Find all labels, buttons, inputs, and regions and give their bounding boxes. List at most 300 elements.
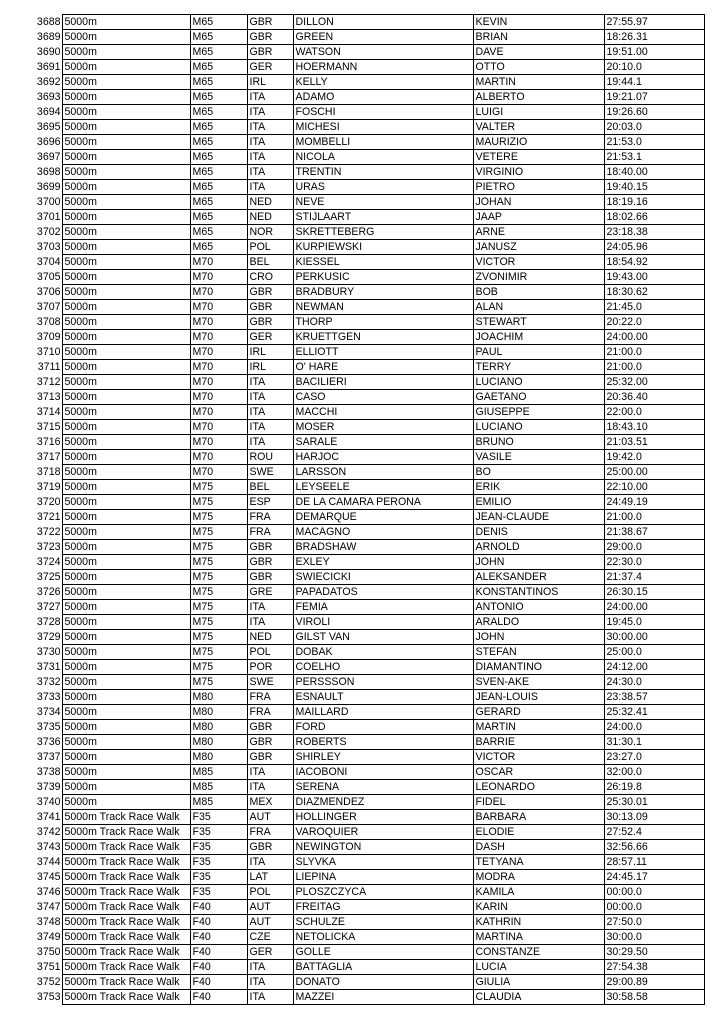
surname-cell: MACCHI bbox=[293, 405, 473, 420]
table-row bbox=[26, 960, 704, 975]
event-cell: 5000m bbox=[62, 525, 190, 540]
country-cell: GBR bbox=[247, 720, 293, 735]
country-cell: ITA bbox=[247, 975, 293, 990]
first-name-cell: TETYANA bbox=[473, 855, 604, 870]
category-cell: M75 bbox=[190, 510, 247, 525]
surname-cell: BATTAGLIA bbox=[293, 960, 473, 975]
surname-cell: SHIRLEY bbox=[293, 750, 473, 765]
surname-cell: LARSSON bbox=[293, 465, 473, 480]
event-cell: 5000m Track Race Walk bbox=[62, 990, 190, 1005]
row-number-cell: 3694 bbox=[26, 105, 62, 120]
surname-cell: SKRETTEBERG bbox=[293, 225, 473, 240]
row-number-cell: 3709 bbox=[26, 330, 62, 345]
surname-cell: MAZZEI bbox=[293, 990, 473, 1005]
table-row bbox=[26, 75, 704, 90]
surname-cell: HOLLINGER bbox=[293, 810, 473, 825]
entry-time-cell: 18:40.00 bbox=[604, 165, 704, 180]
table-row bbox=[26, 510, 704, 525]
row-number-cell: 3729 bbox=[26, 630, 62, 645]
country-cell: LAT bbox=[247, 870, 293, 885]
table-row bbox=[26, 345, 704, 360]
entry-time-cell: 18:30.62 bbox=[604, 285, 704, 300]
event-cell: 5000m bbox=[62, 795, 190, 810]
first-name-cell: ALAN bbox=[473, 300, 604, 315]
entry-time-cell: 23:38.57 bbox=[604, 690, 704, 705]
event-cell: 5000m bbox=[62, 450, 190, 465]
entry-time-cell: 25:32.00 bbox=[604, 375, 704, 390]
row-number-cell: 3733 bbox=[26, 690, 62, 705]
table-row bbox=[26, 870, 704, 885]
row-number-cell: 3726 bbox=[26, 585, 62, 600]
surname-cell: PERSSSON bbox=[293, 675, 473, 690]
table-row bbox=[26, 735, 704, 750]
table-row bbox=[26, 600, 704, 615]
entry-time-cell: 26:30.15 bbox=[604, 585, 704, 600]
surname-cell: ADAMO bbox=[293, 90, 473, 105]
event-cell: 5000m Track Race Walk bbox=[62, 915, 190, 930]
first-name-cell: JOHN bbox=[473, 555, 604, 570]
surname-cell: ROBERTS bbox=[293, 735, 473, 750]
event-cell: 5000m Track Race Walk bbox=[62, 975, 190, 990]
entry-time-cell: 23:27.0 bbox=[604, 750, 704, 765]
first-name-cell: JEAN-CLAUDE bbox=[473, 510, 604, 525]
first-name-cell: MARTIN bbox=[473, 720, 604, 735]
country-cell: CZE bbox=[247, 930, 293, 945]
first-name-cell: VALTER bbox=[473, 120, 604, 135]
category-cell: M70 bbox=[190, 465, 247, 480]
surname-cell: IACOBONI bbox=[293, 765, 473, 780]
surname-cell: SCHULZE bbox=[293, 915, 473, 930]
row-number-cell: 3732 bbox=[26, 675, 62, 690]
entry-time-cell: 21:53.1 bbox=[604, 150, 704, 165]
event-cell: 5000m bbox=[62, 720, 190, 735]
first-name-cell: LUCIA bbox=[473, 960, 604, 975]
surname-cell: BRADBURY bbox=[293, 285, 473, 300]
table-row bbox=[26, 120, 704, 135]
surname-cell: HARJOC bbox=[293, 450, 473, 465]
category-cell: F40 bbox=[190, 900, 247, 915]
table-row bbox=[26, 810, 704, 825]
category-cell: M70 bbox=[190, 300, 247, 315]
first-name-cell: OTTO bbox=[473, 60, 604, 75]
surname-cell: DEMARQUE bbox=[293, 510, 473, 525]
entry-time-cell: 25:00.0 bbox=[604, 645, 704, 660]
category-cell: M75 bbox=[190, 570, 247, 585]
category-cell: M85 bbox=[190, 765, 247, 780]
country-cell: IRL bbox=[247, 345, 293, 360]
event-cell: 5000m bbox=[62, 345, 190, 360]
country-cell: GBR bbox=[247, 15, 293, 30]
event-cell: 5000m bbox=[62, 210, 190, 225]
entry-time-cell: 25:30.01 bbox=[604, 795, 704, 810]
first-name-cell: GIUSEPPE bbox=[473, 405, 604, 420]
first-name-cell: VASILE bbox=[473, 450, 604, 465]
row-number-cell: 3722 bbox=[26, 525, 62, 540]
category-cell: M80 bbox=[190, 750, 247, 765]
entries-table bbox=[26, 14, 705, 1005]
first-name-cell: BARRIE bbox=[473, 735, 604, 750]
category-cell: M65 bbox=[190, 15, 247, 30]
category-cell: M80 bbox=[190, 690, 247, 705]
first-name-cell: JOHN bbox=[473, 630, 604, 645]
entry-time-cell: 19:40.15 bbox=[604, 180, 704, 195]
category-cell: F40 bbox=[190, 960, 247, 975]
row-number-cell: 3710 bbox=[26, 345, 62, 360]
entry-time-cell: 21:00.0 bbox=[604, 360, 704, 375]
country-cell: POL bbox=[247, 645, 293, 660]
country-cell: SWE bbox=[247, 465, 293, 480]
first-name-cell: ALBERTO bbox=[473, 90, 604, 105]
country-cell: ITA bbox=[247, 180, 293, 195]
row-number-cell: 3688 bbox=[26, 15, 62, 30]
table-row bbox=[26, 15, 704, 30]
entry-time-cell: 24:00.00 bbox=[604, 330, 704, 345]
category-cell: M70 bbox=[190, 375, 247, 390]
entry-time-cell: 30:29.50 bbox=[604, 945, 704, 960]
row-number-cell: 3738 bbox=[26, 765, 62, 780]
country-cell: POL bbox=[247, 885, 293, 900]
first-name-cell: JANUSZ bbox=[473, 240, 604, 255]
event-cell: 5000m bbox=[62, 645, 190, 660]
country-cell: ITA bbox=[247, 600, 293, 615]
first-name-cell: MODRA bbox=[473, 870, 604, 885]
surname-cell: NEWINGTON bbox=[293, 840, 473, 855]
surname-cell: MOMBELLI bbox=[293, 135, 473, 150]
country-cell: NOR bbox=[247, 225, 293, 240]
event-cell: 5000m bbox=[62, 690, 190, 705]
country-cell: BEL bbox=[247, 255, 293, 270]
first-name-cell: LUCIANO bbox=[473, 375, 604, 390]
category-cell: M70 bbox=[190, 405, 247, 420]
country-cell: GRE bbox=[247, 585, 293, 600]
surname-cell: NEWMAN bbox=[293, 300, 473, 315]
entry-time-cell: 19:43.00 bbox=[604, 270, 704, 285]
row-number-cell: 3715 bbox=[26, 420, 62, 435]
row-number-cell: 3750 bbox=[26, 945, 62, 960]
first-name-cell: SVEN-AKE bbox=[473, 675, 604, 690]
surname-cell: PERKUSIC bbox=[293, 270, 473, 285]
category-cell: F35 bbox=[190, 810, 247, 825]
first-name-cell: ZVONIMIR bbox=[473, 270, 604, 285]
surname-cell: URAS bbox=[293, 180, 473, 195]
table-row bbox=[26, 450, 704, 465]
event-cell: 5000m bbox=[62, 285, 190, 300]
table-row bbox=[26, 555, 704, 570]
surname-cell: MACAGNO bbox=[293, 525, 473, 540]
category-cell: M85 bbox=[190, 780, 247, 795]
entry-time-cell: 32:00.0 bbox=[604, 765, 704, 780]
first-name-cell: BOB bbox=[473, 285, 604, 300]
row-number-cell: 3692 bbox=[26, 75, 62, 90]
table-row bbox=[26, 240, 704, 255]
table-row bbox=[26, 795, 704, 810]
event-cell: 5000m bbox=[62, 300, 190, 315]
event-cell: 5000m bbox=[62, 660, 190, 675]
row-number-cell: 3698 bbox=[26, 165, 62, 180]
country-cell: GBR bbox=[247, 45, 293, 60]
entry-time-cell: 21:00.0 bbox=[604, 510, 704, 525]
table-row bbox=[26, 495, 704, 510]
country-cell: GBR bbox=[247, 840, 293, 855]
entry-time-cell: 29:00.89 bbox=[604, 975, 704, 990]
surname-cell: KURPIEWSKI bbox=[293, 240, 473, 255]
row-number-cell: 3731 bbox=[26, 660, 62, 675]
table-row bbox=[26, 360, 704, 375]
country-cell: POR bbox=[247, 660, 293, 675]
row-number-cell: 3717 bbox=[26, 450, 62, 465]
event-cell: 5000m bbox=[62, 555, 190, 570]
event-cell: 5000m bbox=[62, 480, 190, 495]
row-number-cell: 3719 bbox=[26, 480, 62, 495]
event-cell: 5000m Track Race Walk bbox=[62, 810, 190, 825]
row-number-cell: 3742 bbox=[26, 825, 62, 840]
table-row bbox=[26, 615, 704, 630]
entry-time-cell: 00:00.0 bbox=[604, 885, 704, 900]
first-name-cell: JEAN-LOUIS bbox=[473, 690, 604, 705]
entry-time-cell: 18:26.31 bbox=[604, 30, 704, 45]
first-name-cell: VETERE bbox=[473, 150, 604, 165]
country-cell: GBR bbox=[247, 750, 293, 765]
country-cell: AUT bbox=[247, 900, 293, 915]
country-cell: ITA bbox=[247, 435, 293, 450]
row-number-cell: 3712 bbox=[26, 375, 62, 390]
category-cell: F35 bbox=[190, 870, 247, 885]
country-cell: FRA bbox=[247, 705, 293, 720]
table-row bbox=[26, 225, 704, 240]
entry-time-cell: 22:10.00 bbox=[604, 480, 704, 495]
event-cell: 5000m bbox=[62, 15, 190, 30]
table-row bbox=[26, 135, 704, 150]
category-cell: M75 bbox=[190, 495, 247, 510]
table-row bbox=[26, 60, 704, 75]
country-cell: AUT bbox=[247, 915, 293, 930]
entry-time-cell: 20:36.40 bbox=[604, 390, 704, 405]
entry-time-cell: 21:53.0 bbox=[604, 135, 704, 150]
table-row bbox=[26, 705, 704, 720]
row-number-cell: 3720 bbox=[26, 495, 62, 510]
row-number-cell: 3723 bbox=[26, 540, 62, 555]
first-name-cell: MARTIN bbox=[473, 75, 604, 90]
row-number-cell: 3706 bbox=[26, 285, 62, 300]
table-row bbox=[26, 660, 704, 675]
table-row bbox=[26, 165, 704, 180]
entry-time-cell: 18:54.92 bbox=[604, 255, 704, 270]
surname-cell: GILST VAN bbox=[293, 630, 473, 645]
table-row bbox=[26, 750, 704, 765]
row-number-cell: 3739 bbox=[26, 780, 62, 795]
entry-time-cell: 27:52.4 bbox=[604, 825, 704, 840]
category-cell: M75 bbox=[190, 675, 247, 690]
table-row bbox=[26, 480, 704, 495]
country-cell: FRA bbox=[247, 690, 293, 705]
first-name-cell: PIETRO bbox=[473, 180, 604, 195]
table-row bbox=[26, 90, 704, 105]
category-cell: M85 bbox=[190, 795, 247, 810]
category-cell: M65 bbox=[190, 75, 247, 90]
row-number-cell: 3740 bbox=[26, 795, 62, 810]
event-cell: 5000m bbox=[62, 765, 190, 780]
entry-time-cell: 32:56.66 bbox=[604, 840, 704, 855]
first-name-cell: GERARD bbox=[473, 705, 604, 720]
surname-cell: EXLEY bbox=[293, 555, 473, 570]
surname-cell: NEVE bbox=[293, 195, 473, 210]
category-cell: F40 bbox=[190, 945, 247, 960]
first-name-cell: KARIN bbox=[473, 900, 604, 915]
entry-time-cell: 30:58.58 bbox=[604, 990, 704, 1005]
country-cell: ITA bbox=[247, 615, 293, 630]
country-cell: GBR bbox=[247, 30, 293, 45]
table-row bbox=[26, 765, 704, 780]
entry-time-cell: 29:00.0 bbox=[604, 540, 704, 555]
first-name-cell: JOHAN bbox=[473, 195, 604, 210]
surname-cell: DOBAK bbox=[293, 645, 473, 660]
surname-cell: LEYSEELE bbox=[293, 480, 473, 495]
surname-cell: GREEN bbox=[293, 30, 473, 45]
surname-cell: THORP bbox=[293, 315, 473, 330]
entry-time-cell: 24:12.00 bbox=[604, 660, 704, 675]
category-cell: F35 bbox=[190, 840, 247, 855]
entry-time-cell: 19:42.0 bbox=[604, 450, 704, 465]
event-cell: 5000m bbox=[62, 615, 190, 630]
country-cell: CRO bbox=[247, 270, 293, 285]
category-cell: M70 bbox=[190, 420, 247, 435]
table-row bbox=[26, 630, 704, 645]
row-number-cell: 3713 bbox=[26, 390, 62, 405]
first-name-cell: KAMILA bbox=[473, 885, 604, 900]
surname-cell: MAILLARD bbox=[293, 705, 473, 720]
country-cell: NED bbox=[247, 210, 293, 225]
category-cell: M70 bbox=[190, 330, 247, 345]
entry-time-cell: 18:43.10 bbox=[604, 420, 704, 435]
table-row bbox=[26, 780, 704, 795]
country-cell: ESP bbox=[247, 495, 293, 510]
country-cell: ITA bbox=[247, 390, 293, 405]
first-name-cell: ERIK bbox=[473, 480, 604, 495]
category-cell: F40 bbox=[190, 975, 247, 990]
row-number-cell: 3711 bbox=[26, 360, 62, 375]
first-name-cell: BRIAN bbox=[473, 30, 604, 45]
country-cell: NED bbox=[247, 195, 293, 210]
country-cell: GBR bbox=[247, 540, 293, 555]
category-cell: M70 bbox=[190, 345, 247, 360]
first-name-cell: BARBARA bbox=[473, 810, 604, 825]
country-cell: SWE bbox=[247, 675, 293, 690]
category-cell: M75 bbox=[190, 630, 247, 645]
category-cell: M75 bbox=[190, 525, 247, 540]
first-name-cell: EMILIO bbox=[473, 495, 604, 510]
row-number-cell: 3743 bbox=[26, 840, 62, 855]
event-cell: 5000m bbox=[62, 630, 190, 645]
row-number-cell: 3730 bbox=[26, 645, 62, 660]
category-cell: F35 bbox=[190, 825, 247, 840]
category-cell: M65 bbox=[190, 120, 247, 135]
table-row bbox=[26, 540, 704, 555]
first-name-cell: STEFAN bbox=[473, 645, 604, 660]
first-name-cell: KONSTANTINOS bbox=[473, 585, 604, 600]
entry-time-cell: 18:02.66 bbox=[604, 210, 704, 225]
row-number-cell: 3716 bbox=[26, 435, 62, 450]
entry-time-cell: 24:45.17 bbox=[604, 870, 704, 885]
entry-time-cell: 21:37.4 bbox=[604, 570, 704, 585]
table-row bbox=[26, 405, 704, 420]
country-cell: ITA bbox=[247, 375, 293, 390]
first-name-cell: DIAMANTINO bbox=[473, 660, 604, 675]
entry-time-cell: 19:26.60 bbox=[604, 105, 704, 120]
entry-time-cell: 28:57.11 bbox=[604, 855, 704, 870]
table-row bbox=[26, 300, 704, 315]
entry-time-cell: 25:00.00 bbox=[604, 465, 704, 480]
table-row bbox=[26, 945, 704, 960]
category-cell: M75 bbox=[190, 585, 247, 600]
event-cell: 5000m bbox=[62, 45, 190, 60]
country-cell: ITA bbox=[247, 990, 293, 1005]
row-number-cell: 3714 bbox=[26, 405, 62, 420]
row-number-cell: 3737 bbox=[26, 750, 62, 765]
category-cell: M65 bbox=[190, 195, 247, 210]
table-row bbox=[26, 270, 704, 285]
event-cell: 5000m Track Race Walk bbox=[62, 840, 190, 855]
entry-time-cell: 21:45.0 bbox=[604, 300, 704, 315]
table-row bbox=[26, 420, 704, 435]
table-row bbox=[26, 105, 704, 120]
row-number-cell: 3700 bbox=[26, 195, 62, 210]
event-cell: 5000m bbox=[62, 750, 190, 765]
entry-time-cell: 00:00.0 bbox=[604, 900, 704, 915]
surname-cell: KELLY bbox=[293, 75, 473, 90]
surname-cell: VIROLI bbox=[293, 615, 473, 630]
event-cell: 5000m bbox=[62, 225, 190, 240]
event-cell: 5000m bbox=[62, 390, 190, 405]
table-row bbox=[26, 720, 704, 735]
surname-cell: SARALE bbox=[293, 435, 473, 450]
surname-cell: GOLLE bbox=[293, 945, 473, 960]
event-cell: 5000m bbox=[62, 495, 190, 510]
surname-cell: BRADSHAW bbox=[293, 540, 473, 555]
first-name-cell: PAUL bbox=[473, 345, 604, 360]
event-cell: 5000m bbox=[62, 150, 190, 165]
surname-cell: BACILIERI bbox=[293, 375, 473, 390]
event-cell: 5000m Track Race Walk bbox=[62, 930, 190, 945]
category-cell: M70 bbox=[190, 270, 247, 285]
first-name-cell: ELODIE bbox=[473, 825, 604, 840]
entry-time-cell: 30:00.0 bbox=[604, 930, 704, 945]
category-cell: M75 bbox=[190, 480, 247, 495]
entry-time-cell: 31:30.1 bbox=[604, 735, 704, 750]
surname-cell: ESNAULT bbox=[293, 690, 473, 705]
event-cell: 5000m bbox=[62, 75, 190, 90]
table-row bbox=[26, 465, 704, 480]
first-name-cell: VIRGINIO bbox=[473, 165, 604, 180]
event-cell: 5000m bbox=[62, 180, 190, 195]
surname-cell: O' HARE bbox=[293, 360, 473, 375]
table-row bbox=[26, 585, 704, 600]
table-row bbox=[26, 435, 704, 450]
category-cell: F40 bbox=[190, 930, 247, 945]
entry-time-cell: 24:49.19 bbox=[604, 495, 704, 510]
first-name-cell: MAURIZIO bbox=[473, 135, 604, 150]
entry-time-cell: 21:38.67 bbox=[604, 525, 704, 540]
country-cell: IRL bbox=[247, 360, 293, 375]
first-name-cell: ANTONIO bbox=[473, 600, 604, 615]
category-cell: M75 bbox=[190, 660, 247, 675]
category-cell: F35 bbox=[190, 855, 247, 870]
category-cell: M65 bbox=[190, 135, 247, 150]
category-cell: M70 bbox=[190, 285, 247, 300]
event-cell: 5000m bbox=[62, 195, 190, 210]
first-name-cell: DAVE bbox=[473, 45, 604, 60]
table-row bbox=[26, 330, 704, 345]
country-cell: ITA bbox=[247, 120, 293, 135]
